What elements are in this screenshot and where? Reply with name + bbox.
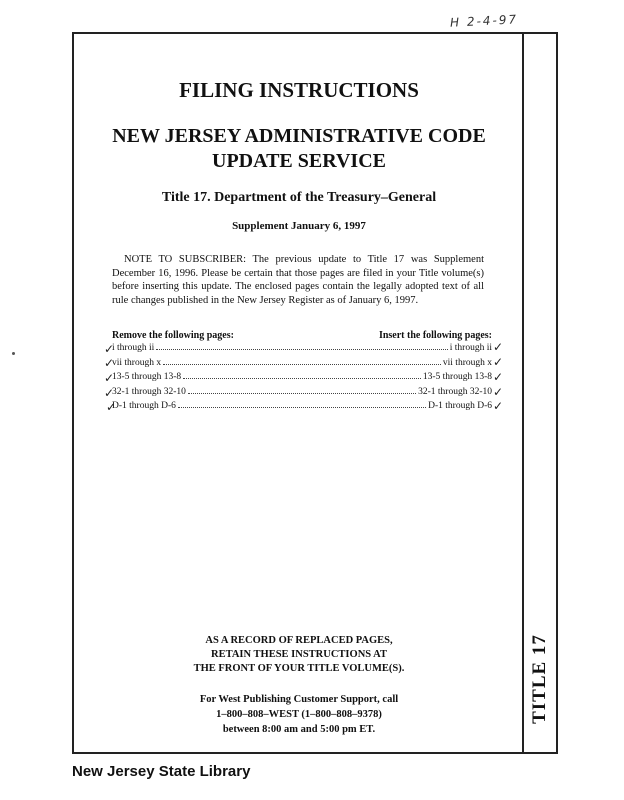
page-replacement-table bbox=[104, 330, 504, 416]
page-title: FILING INSTRUCTIONS bbox=[179, 78, 419, 102]
table-row bbox=[112, 343, 492, 358]
sheet-content bbox=[74, 34, 524, 752]
checkmark-icon: ✓ bbox=[104, 356, 115, 370]
code-heading bbox=[74, 124, 524, 174]
title-heading: Title 17. Department of the Treasury–General bbox=[161, 190, 437, 205]
retain-notice-line1: AS A RECORD OF REPLACED PAGES, bbox=[205, 635, 393, 646]
remove-pages: 32-1 through 32-10 bbox=[112, 386, 186, 397]
retain-notice bbox=[74, 634, 524, 676]
remove-pages: D-1 through D-6 bbox=[112, 401, 176, 411]
table-row bbox=[112, 358, 492, 373]
remove-pages: vii through x bbox=[112, 357, 162, 368]
insert-pages: 32-1 through 32-10 bbox=[418, 386, 492, 397]
insert-pages: vii through x bbox=[442, 357, 492, 368]
support-hours: between 8:00 am and 5:00 pm ET. bbox=[222, 724, 376, 735]
subscriber-note: NOTE TO SUBSCRIBER: The previous update to Title 17 was Supplement December 16, 1996. Please be certain that those pages are filed in your Title volume(s) before inserting this update. The enclosed pages contain the legally adopted text of all rule changes published in the New Jersey Register as of January 6, 1997. bbox=[112, 254, 484, 306]
insert-pages: D-1 through D-6 bbox=[428, 401, 492, 411]
supplement-date: Supplement January 6, 1997 bbox=[232, 220, 366, 232]
dot-leader bbox=[188, 392, 416, 394]
code-heading-line1: NEW JERSEY ADMINISTRATIVE CODE bbox=[112, 125, 486, 147]
dot-leader bbox=[178, 406, 426, 408]
table-row bbox=[112, 387, 492, 402]
table-row bbox=[112, 372, 492, 387]
support-phone: 1–800–808–WEST (1–800–808–9378) bbox=[216, 709, 382, 720]
checkmark-icon: ✓ bbox=[104, 371, 115, 385]
handwritten-note: H 2-4-97 bbox=[449, 12, 519, 30]
checkmark-icon: ✓ bbox=[493, 340, 504, 354]
checkmark-icon: ✓ bbox=[493, 385, 504, 399]
library-stamp: New Jersey State Library bbox=[72, 763, 251, 780]
dot-leader bbox=[163, 363, 441, 365]
instruction-sheet bbox=[72, 32, 558, 754]
checkmark-icon: ✓ bbox=[493, 355, 504, 369]
insert-pages: 13-5 through 13-8 bbox=[422, 372, 492, 382]
remove-pages: i through ii bbox=[112, 343, 155, 353]
checkmark-icon: ✓ bbox=[106, 400, 117, 414]
insert-header: Insert the following pages: bbox=[378, 330, 492, 341]
checkmark-icon: ✓ bbox=[104, 342, 115, 356]
dot-leader bbox=[156, 348, 448, 350]
stray-mark bbox=[12, 352, 15, 355]
table-header bbox=[112, 330, 492, 341]
retain-notice-line2: RETAIN THESE INSTRUCTIONS AT bbox=[211, 649, 387, 660]
spine-label-box bbox=[525, 634, 555, 724]
checkmark-icon: ✓ bbox=[104, 386, 115, 400]
checkmark-icon: ✓ bbox=[493, 370, 504, 384]
retain-notice-line3: THE FRONT OF YOUR TITLE VOLUME(S). bbox=[193, 663, 405, 674]
remove-pages: 13-5 through 13-8 bbox=[112, 372, 182, 382]
checkmark-icon: ✓ bbox=[493, 399, 504, 413]
customer-support bbox=[74, 692, 524, 737]
title-spine bbox=[522, 34, 556, 752]
support-line1: For West Publishing Customer Support, call bbox=[199, 694, 399, 705]
insert-pages: i through ii bbox=[449, 343, 492, 353]
code-heading-line2: UPDATE SERVICE bbox=[212, 150, 386, 172]
spine-label: TITLE 17 bbox=[529, 634, 550, 724]
table-row bbox=[112, 401, 492, 416]
remove-header: Remove the following pages: bbox=[112, 330, 234, 341]
dot-leader bbox=[183, 377, 421, 379]
